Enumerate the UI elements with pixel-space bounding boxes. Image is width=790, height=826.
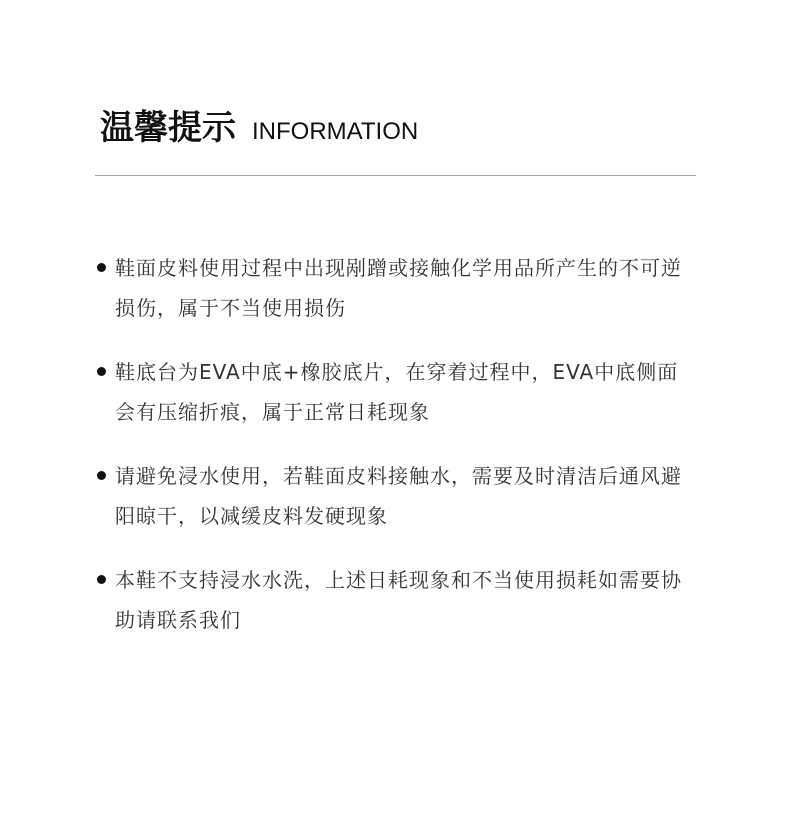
notice-item <box>95 352 695 432</box>
notice-text: 请避免浸水使用，若鞋面皮料接触水，需要及时清洁后通风避阳晾干，以减缓皮料发硬现象 <box>115 464 682 528</box>
bullet-dot-icon <box>97 367 106 376</box>
notice-list <box>95 248 695 664</box>
bullet-dot-icon <box>97 575 106 584</box>
page-header <box>100 100 418 149</box>
notice-text: 鞋底台为EVA中底+橡胶底片，在穿着过程中，EVA中底侧面会有压缩折痕，属于正常日耗现象 <box>115 360 679 424</box>
notice-text: 鞋面皮料使用过程中出现剐蹭或接触化学用品所产生的不可逆损伤，属于不当使用损伤 <box>115 256 682 320</box>
notice-item <box>95 560 695 640</box>
page-subtitle-en: INFORMATION <box>252 118 419 145</box>
notice-item <box>95 248 695 328</box>
page-title: 温馨提示 <box>100 108 236 148</box>
bullet-dot-icon <box>97 263 106 272</box>
header-divider <box>95 175 696 176</box>
bullet-dot-icon <box>97 471 106 480</box>
notice-text: 本鞋不支持浸水水洗，上述日耗现象和不当使用损耗如需要协助请联系我们 <box>115 568 682 632</box>
notice-item <box>95 456 695 536</box>
